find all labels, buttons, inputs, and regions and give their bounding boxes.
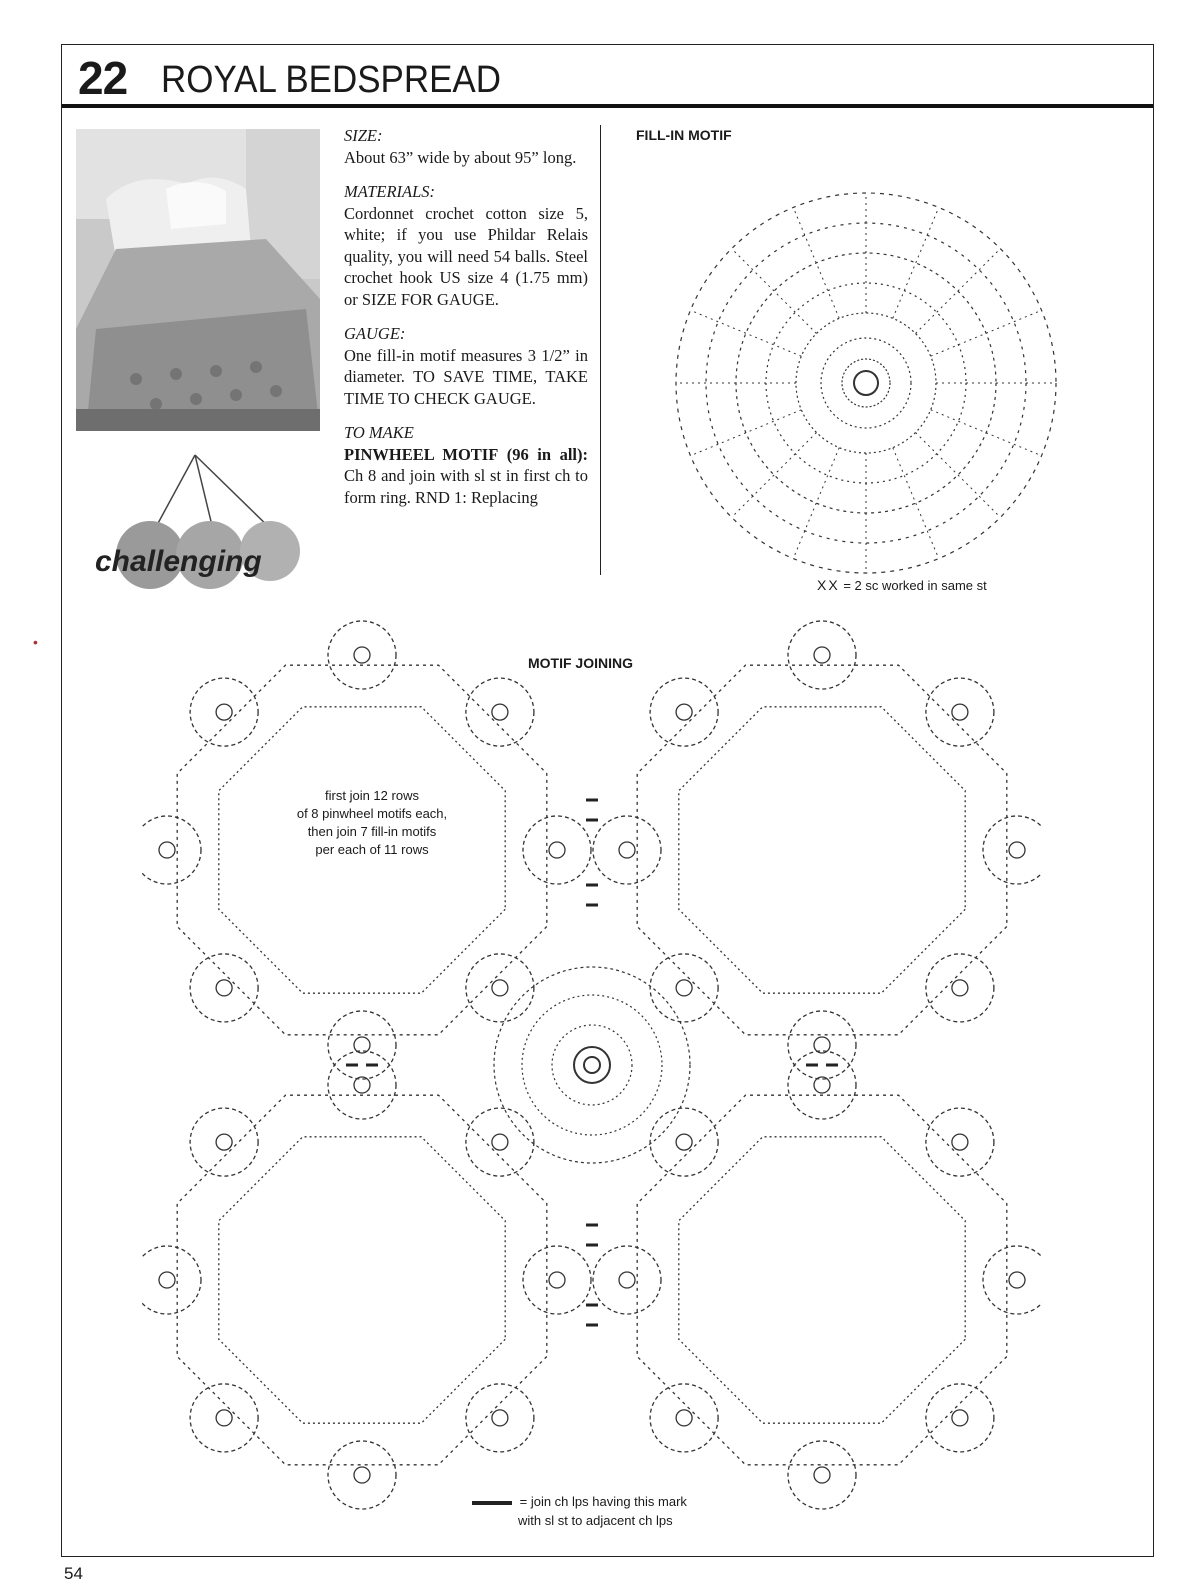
materials-label: MATERIALS:: [344, 182, 436, 201]
badge-label: challenging: [95, 545, 262, 578]
join-legend-line-2: with sl st to adjacent ch lps: [518, 1513, 673, 1528]
margin-mark: •: [33, 634, 38, 650]
note-line-2: of 8 pinwheel motifs each,: [296, 806, 448, 821]
to-make-label: TO MAKE: [344, 423, 414, 442]
join-mark-icon: [472, 1501, 512, 1505]
motif-joining-diagram: [142, 615, 1042, 1515]
double-sc-text: = 2 sc worked in same st: [843, 578, 987, 593]
double-sc-symbol: XX: [817, 577, 840, 593]
instructions-column: [344, 125, 601, 575]
bedspread-photo: [76, 129, 320, 431]
note-line-3: then join 7 fill-in motifs: [307, 824, 437, 839]
difficulty-badge: [90, 443, 326, 593]
join-legend: [472, 1492, 687, 1530]
motif-joining-title: MOTIF JOINING: [528, 655, 633, 671]
pinwheel-label: PINWHEEL MOTIF: [344, 444, 499, 464]
pinwheel-count: (96 in all):: [506, 444, 588, 464]
fill-in-motif-diagram: [636, 125, 1096, 585]
pattern-number: 22: [78, 52, 128, 104]
gauge-label: GAUGE:: [344, 324, 406, 343]
page-frame: [61, 44, 1154, 1557]
note-line-1: first join 12 rows: [325, 788, 419, 803]
materials-text: Cordonnet crochet cotton size 5, white; if you use Phildar Relais quality, you will need 54 balls. Steel crochet hook US size 4 (1.75 mm) or SIZE FOR GAUGE.: [344, 203, 588, 309]
title-bar: [62, 45, 1153, 108]
page-number: 54: [64, 1564, 83, 1583]
gauge-text: One fill-in motif measures 3 1/2” in diameter. TO SAVE TIME, TAKE TIME TO CHECK GAUGE.: [344, 345, 588, 408]
join-legend-line-1: = join ch lps having this mark: [519, 1494, 687, 1509]
size-text: About 63” wide by about 95” long.: [344, 147, 577, 167]
joining-note: [274, 787, 470, 859]
fill-in-motif-title: FILL-IN MOTIF: [636, 127, 732, 143]
size-label: SIZE:: [344, 126, 383, 145]
note-line-4: per each of 11 rows: [315, 842, 429, 857]
fill-in-legend: [817, 577, 987, 593]
pinwheel-text: Ch 8 and join with sl st in first ch to form ring. RND 1: Replacing: [344, 466, 588, 507]
pattern-title: ROYAL BEDSPREAD: [161, 59, 501, 101]
